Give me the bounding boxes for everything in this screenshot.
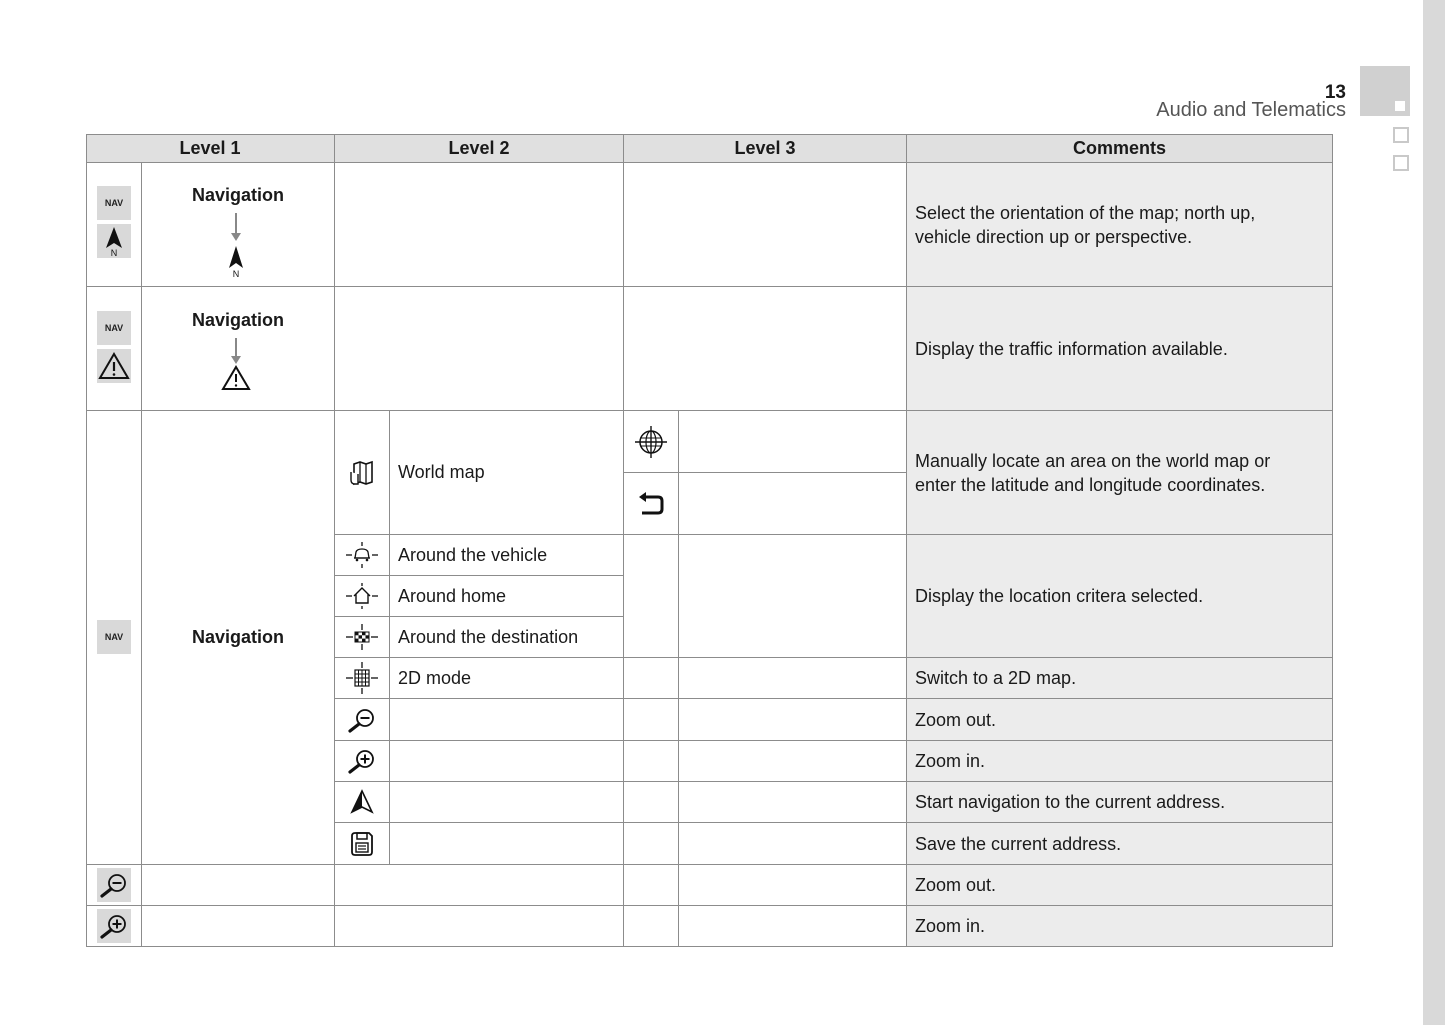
row5-icon-cell: [86, 906, 142, 947]
nav-badge-text: NAV: [104, 632, 124, 642]
zoom-in-icon: [346, 747, 378, 775]
mode-2d-level3-icon-blank: [624, 658, 679, 699]
mode-2d-level3-blank: [679, 658, 907, 699]
save-comment: Save the current address.: [907, 823, 1333, 865]
nav-badge: [97, 186, 131, 220]
crosshair-globe-icon: [634, 425, 668, 459]
header-level1: Level 1: [86, 134, 335, 163]
location-level3-icon-blank: [624, 535, 679, 658]
row1-comment-cell: [907, 163, 1333, 287]
world-map-icon-cell: [335, 411, 390, 535]
section-title: Audio and Telematics: [1156, 99, 1346, 121]
row2-level1-cell: [142, 287, 335, 411]
mode-2d-label: 2D mode: [390, 658, 624, 699]
location-comment-cell: Display the location critera selected.: [907, 535, 1333, 658]
mode-2d-comment: Switch to a 2D map.: [907, 658, 1333, 699]
header-level3: Level 3: [624, 134, 907, 163]
zoom-out-icon: [346, 706, 378, 734]
zoom-out-comment: Zoom out.: [907, 699, 1333, 741]
world-map-comment-line2: enter the latitude and longitude coordinates.: [915, 474, 1266, 495]
zoom-in-level3-blank: [679, 741, 907, 782]
save-icon: [348, 830, 376, 858]
row1-level1-cell: [142, 163, 335, 287]
page-tab-marker: [1360, 66, 1410, 116]
world-map-icon: [347, 458, 377, 488]
row2-navigation-label: Navigation: [191, 310, 284, 330]
around-vehicle-icon: [344, 541, 380, 569]
svg-text:N: N: [110, 248, 118, 258]
save-level3-blank: [679, 823, 907, 865]
row4-level3-icon-blank: [624, 865, 679, 906]
around-vehicle-icon-cell: [335, 535, 390, 576]
page-number: 13: [1324, 82, 1346, 103]
row3-icon-cell: [86, 411, 142, 865]
start-navigation-comment: Start navigation to the current address.: [907, 782, 1333, 823]
nav-badge: [97, 620, 131, 654]
zoom-in-level3-icon-blank: [624, 741, 679, 782]
svg-text:N: N: [232, 269, 240, 279]
row2-comment-cell: Display the traffic information available.: [907, 287, 1333, 411]
mode-2d-icon-cell: [335, 658, 390, 699]
nav-badge-text: NAV: [104, 323, 124, 333]
zoom-out-button-icon: [97, 868, 131, 902]
map-2d-icon: [344, 661, 380, 695]
start-navigation-icon-cell: [335, 782, 390, 823]
crosshair-globe-icon-cell: [624, 411, 679, 473]
row5-level3-icon-blank: [624, 906, 679, 947]
row1-comment-line2: vehicle direction up or perspective.: [915, 226, 1193, 247]
row1-icon-cell: [86, 163, 142, 287]
zoom-in-level2-blank: [390, 741, 624, 782]
around-vehicle-label: Around the vehicle: [390, 535, 624, 576]
page-tab-dot: [1395, 101, 1405, 111]
save-icon-cell: [335, 823, 390, 865]
world-map-level3-blank-2: [679, 473, 907, 535]
start-navigation-level3-icon-blank: [624, 782, 679, 823]
row2-level2-cell: [335, 287, 624, 411]
north-arrow-icon: [97, 224, 131, 258]
around-home-icon: [344, 582, 380, 610]
nav-badge-text: NAV: [104, 198, 124, 208]
row1-navigation-label: Navigation: [191, 185, 284, 205]
around-home-icon-cell: [335, 576, 390, 617]
row2-level3-cell: [624, 287, 907, 411]
save-level2-blank: [390, 823, 624, 865]
start-navigation-level3-blank: [679, 782, 907, 823]
world-map-comment-cell: [907, 411, 1333, 535]
row2-flow-arrow-icon: [220, 336, 252, 392]
row4-level1-blank: [142, 865, 335, 906]
row1-flow-arrow-icon: [228, 211, 248, 281]
row1-level2-cell: [335, 163, 624, 287]
start-navigation-icon: [348, 788, 376, 816]
row5-level3-blank: [679, 906, 907, 947]
row4-level3-blank: [679, 865, 907, 906]
row3-level1-cell: [142, 411, 335, 865]
back-icon-cell: [624, 473, 679, 535]
row1-level3-cell: [624, 163, 907, 287]
row4-level2-blank: [335, 865, 624, 906]
nav-badge: [97, 311, 131, 345]
row5-level2-blank: [335, 906, 624, 947]
world-map-label: World map: [390, 411, 624, 535]
zoom-out-level3-blank: [679, 699, 907, 741]
zoom-in-icon-cell: [335, 741, 390, 782]
back-icon: [636, 489, 666, 519]
world-map-comment-line1: Manually locate an area on the world map or: [915, 450, 1271, 471]
start-navigation-level2-blank: [390, 782, 624, 823]
row2-icon-cell: [86, 287, 142, 411]
around-home-label: Around home: [390, 576, 624, 617]
around-destination-icon-cell: [335, 617, 390, 658]
around-destination-icon: [344, 623, 380, 651]
world-map-level3-blank-1: [679, 411, 907, 473]
tab-box-1: [1393, 127, 1409, 143]
header-comments: Comments: [907, 134, 1333, 163]
tab-box-2: [1393, 155, 1409, 171]
zoom-out-icon-cell: [335, 699, 390, 741]
row1-comment-line1: Select the orientation of the map; north up,: [915, 202, 1256, 223]
zoom-in-comment: Zoom in.: [907, 741, 1333, 782]
zoom-out-level3-icon-blank: [624, 699, 679, 741]
row4-icon-cell: [86, 865, 142, 906]
side-strip: [1423, 0, 1445, 1025]
warning-triangle-icon: [97, 349, 131, 383]
row3-navigation-label: Navigation: [191, 627, 284, 647]
zoom-out-level2-blank: [390, 699, 624, 741]
header-level2: Level 2: [335, 134, 624, 163]
save-level3-icon-blank: [624, 823, 679, 865]
row4-comment: Zoom out.: [907, 865, 1333, 906]
zoom-in-button-icon: [97, 909, 131, 943]
row5-comment: Zoom in.: [907, 906, 1333, 947]
row5-level1-blank: [142, 906, 335, 947]
around-destination-label: Around the destination: [390, 617, 624, 658]
location-level3-blank: [679, 535, 907, 658]
row1-comment: [915, 201, 1255, 249]
world-map-comment: [915, 449, 1270, 497]
